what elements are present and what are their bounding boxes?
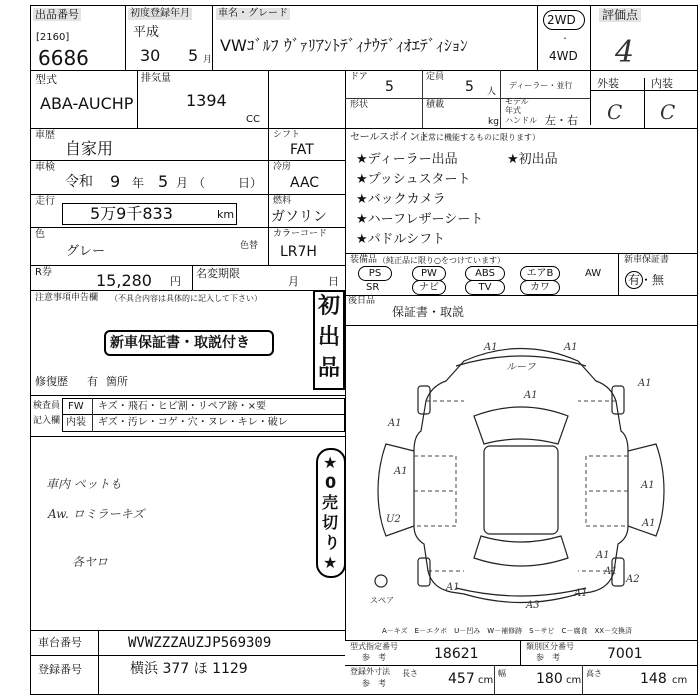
registration-label: 登録番号 bbox=[38, 663, 82, 676]
inspection-paren: （ bbox=[193, 176, 206, 190]
divider bbox=[30, 395, 345, 396]
inspector-row-2-tag: 内装 bbox=[66, 417, 86, 428]
lot-code: [2160] bbox=[36, 32, 70, 43]
warranty-label: 新車保証書 bbox=[624, 255, 670, 265]
score-value: 4 bbox=[615, 35, 635, 70]
color-code-label: カラーコード bbox=[273, 229, 328, 239]
repair-label: 修復歴 bbox=[35, 375, 68, 388]
inspector-row-1: キズ・飛石・ヒビ割・リペア跡・×要 bbox=[98, 401, 266, 412]
handwritten-note-3: 各ヤロ bbox=[72, 555, 109, 569]
doors-value: 5 bbox=[385, 79, 394, 95]
inspection-era: 令和 bbox=[65, 174, 93, 190]
handwritten-note-2: Aw. ロミラーキズ bbox=[48, 507, 145, 521]
car-damage-diagram bbox=[346, 326, 696, 626]
inspection-day: 日） bbox=[238, 176, 263, 190]
divider bbox=[30, 265, 345, 266]
handwritten-note-1: 車内 ペットも bbox=[46, 477, 122, 491]
warranty-stamp-text: 新車保証書・取説付き bbox=[110, 335, 250, 351]
registration-value: 横浜 377 ほ 1129 bbox=[130, 661, 248, 677]
color-label: 色 bbox=[35, 229, 45, 240]
roof-panel bbox=[484, 446, 558, 534]
later-box-value: 保証書・取説 bbox=[392, 305, 465, 319]
mileage-label: 走行 bbox=[35, 196, 55, 207]
category-value: 7001 bbox=[607, 646, 643, 662]
dims-height-value: 148 bbox=[640, 671, 667, 687]
damage-mark: A1 bbox=[604, 566, 618, 577]
repair-unit: 箇所 bbox=[106, 375, 128, 388]
lot-label: 出品番号 bbox=[35, 8, 79, 21]
model-year-label: モデル bbox=[505, 97, 529, 106]
history-value: 自家用 bbox=[65, 139, 114, 158]
dims-label: 登録外寸法 bbox=[350, 667, 390, 676]
sales-point-6: ★パドルシフト bbox=[356, 232, 446, 247]
mileage-unit: km bbox=[217, 208, 235, 221]
sales-points-note: （正常に機能するものに限ります） bbox=[412, 133, 540, 142]
equip-navi: ナビ bbox=[412, 280, 446, 295]
later-box-label: 後日品 bbox=[348, 296, 376, 306]
inspector-row-1-tag: FW bbox=[68, 401, 84, 412]
color-code-value: LR7H bbox=[280, 244, 317, 260]
capacity-value: 5 bbox=[465, 79, 474, 95]
repair-value: 有 bbox=[87, 375, 98, 388]
divider bbox=[345, 295, 697, 296]
damage-mark: A1 bbox=[638, 378, 652, 389]
load-label: 積載 bbox=[426, 100, 445, 110]
first-reg-era: 平成 bbox=[133, 25, 160, 40]
interior-label: 内装 bbox=[651, 77, 673, 90]
outer-border-left bbox=[30, 5, 31, 695]
dims-length-label: 長さ bbox=[402, 669, 418, 678]
divider bbox=[192, 265, 193, 290]
divider bbox=[30, 227, 345, 228]
divider bbox=[537, 5, 538, 70]
first-reg-month: 5 bbox=[188, 46, 199, 65]
divider bbox=[30, 630, 345, 631]
mileage-value: 5万9千833 bbox=[90, 204, 173, 223]
divider bbox=[618, 253, 619, 295]
dims-length-value: 457 bbox=[448, 671, 475, 687]
model-label: 車名・グレード bbox=[218, 8, 288, 19]
doors-label: ドア bbox=[350, 72, 368, 82]
spare-label: スペア bbox=[370, 596, 394, 605]
zero-start-char-4: 切 bbox=[322, 513, 339, 532]
inspector-label-2: 記入欄 bbox=[33, 416, 61, 426]
divider bbox=[345, 665, 697, 666]
divider bbox=[520, 640, 521, 665]
car-outline bbox=[414, 349, 628, 603]
inspection-month: 5 bbox=[158, 172, 169, 191]
divider bbox=[212, 5, 213, 70]
outer-border-bottom bbox=[30, 694, 698, 695]
sales-points-label: セールスポイント bbox=[350, 132, 430, 143]
equip-ps: PS bbox=[358, 266, 392, 281]
divider bbox=[345, 98, 590, 99]
shape-label: 形状 bbox=[350, 100, 369, 110]
recycle-unit: 円 bbox=[170, 275, 181, 288]
damage-mark: A1 bbox=[394, 466, 408, 477]
drive-2wd: 2WD bbox=[547, 13, 576, 27]
chassis-value: WVWZZZAUZJP569309 bbox=[128, 635, 272, 651]
drive-separator: ・ bbox=[561, 34, 569, 43]
drive-4wd: 4WD bbox=[549, 49, 578, 63]
type-value: ABA-AUCHP bbox=[40, 94, 134, 113]
equipment-note: （純正品に限り○をつけています） bbox=[378, 256, 505, 265]
first-reg-label: 初度登録年月 bbox=[130, 8, 190, 19]
equip-abs: ABS bbox=[465, 266, 505, 281]
displacement-label: 排気量 bbox=[141, 73, 171, 84]
damage-mark: A2 bbox=[626, 574, 640, 585]
outer-border-top bbox=[30, 5, 698, 6]
chassis-label: 車台番号 bbox=[38, 636, 82, 649]
displacement-value: 1394 bbox=[186, 91, 227, 110]
name-change-label: 名変期限 bbox=[196, 267, 240, 280]
notes-label: 注意事項申告欄 bbox=[35, 293, 99, 303]
divider bbox=[345, 640, 697, 641]
damage-mark: A3 bbox=[526, 600, 540, 611]
shift-label: シフト bbox=[273, 130, 301, 140]
zero-start-char-6: ★ bbox=[323, 553, 338, 572]
sales-point-4: ★バックカメラ bbox=[356, 192, 446, 207]
equip-airbag: エアB bbox=[520, 266, 560, 281]
name-change-day: 日 bbox=[328, 275, 339, 288]
first-listing-char-2: 出 bbox=[318, 325, 341, 350]
rear-window bbox=[474, 536, 568, 566]
divider bbox=[30, 290, 345, 291]
dims-width-value: 180 bbox=[536, 671, 563, 687]
inspection-year-unit: 年 bbox=[132, 176, 145, 190]
name-change-month: 月 bbox=[288, 275, 299, 288]
equipment-label: 装備品 bbox=[350, 255, 378, 265]
first-reg-month-unit: 月 bbox=[203, 55, 213, 65]
inspection-year: 9 bbox=[110, 172, 121, 191]
divider bbox=[590, 5, 591, 125]
damage-mark: A1 bbox=[641, 480, 655, 491]
divider bbox=[137, 70, 138, 128]
recycle-label: R券 bbox=[35, 267, 52, 278]
capacity-label: 定員 bbox=[426, 72, 445, 82]
equip-leather: カワ bbox=[520, 280, 560, 295]
front-windshield bbox=[474, 407, 568, 444]
damage-mark: A1 bbox=[388, 418, 402, 429]
divider bbox=[30, 160, 345, 161]
dims-width-unit: cm bbox=[566, 675, 582, 686]
damage-mark: A1 bbox=[524, 390, 538, 401]
recycle-value: 15,280 bbox=[96, 271, 152, 290]
dims-length-unit: cm bbox=[478, 675, 494, 686]
damage-mark: A1 bbox=[484, 342, 498, 353]
damage-mark: A1 bbox=[446, 582, 460, 593]
sales-point-2: ★初出品 bbox=[507, 152, 558, 167]
dealer-label: ディーラー・並行 bbox=[509, 81, 573, 90]
damage-legend: A－キズ E－エクボ U－凹み W－補修跡 S－サビ C－腐食 XX－交換済 bbox=[382, 627, 633, 635]
damage-mark: U2 bbox=[386, 514, 401, 525]
damage-mark: A1 bbox=[564, 342, 578, 353]
divider bbox=[494, 665, 495, 694]
type-spec-sub: 参 考 bbox=[362, 653, 386, 662]
lot-number: 6686 bbox=[38, 46, 89, 70]
fuel-value: ガソリン bbox=[271, 209, 327, 225]
handle-label: ハンドル bbox=[505, 116, 537, 125]
shift-value: FAT bbox=[290, 142, 314, 158]
spare-tire bbox=[375, 575, 387, 587]
divider bbox=[30, 436, 345, 437]
inspection-label: 車検 bbox=[35, 162, 55, 173]
zero-start-char-2: 0 bbox=[325, 473, 337, 492]
divider bbox=[268, 70, 269, 128]
load-unit: kg bbox=[488, 117, 499, 127]
equip-sr: SR bbox=[366, 282, 380, 293]
divider bbox=[500, 70, 501, 128]
aircon-value: AAC bbox=[290, 175, 320, 191]
zero-start-char-1: ★ bbox=[323, 453, 338, 472]
category-sub: 参 考 bbox=[536, 653, 560, 662]
rear-bumper bbox=[456, 588, 586, 596]
capacity-unit: 人 bbox=[487, 87, 497, 97]
model-name: VWｺﾞﾙﾌ ｳﾞｧﾘｱﾝﾄﾃﾞｨﾅｳﾃﾞｨｵｴﾃﾞｨｼｮﾝ bbox=[220, 36, 468, 55]
divider bbox=[422, 70, 423, 128]
year-label: 年式 bbox=[505, 106, 521, 115]
divider bbox=[30, 70, 698, 71]
divider bbox=[644, 78, 645, 128]
fuel-label: 燃料 bbox=[273, 196, 292, 206]
inspection-month-unit: 月 bbox=[176, 176, 189, 190]
aircon-label: 冷房 bbox=[273, 162, 292, 172]
notes-note: （不具合内容は具体的に記入して下さい） bbox=[110, 294, 262, 303]
divider bbox=[92, 398, 93, 432]
type-spec-label: 型式指定番号 bbox=[350, 642, 398, 651]
handle-value: 左・右 bbox=[545, 114, 578, 127]
sales-point-1: ★ディーラー出品 bbox=[356, 152, 458, 167]
first-reg-year: 30 bbox=[140, 46, 161, 65]
score-label: 評価点 bbox=[599, 8, 641, 22]
inspector-row-2: ギズ・汚レ・コゲ・穴・ヌレ・キレ・破レ bbox=[98, 417, 288, 428]
color-value: グレー bbox=[66, 244, 106, 259]
zero-start-char-3: 売 bbox=[322, 493, 339, 512]
warranty-value: 有・無 bbox=[628, 273, 665, 287]
type-label: 型式 bbox=[35, 73, 57, 86]
first-listing-char-1: 初 bbox=[318, 294, 341, 319]
dims-width-label: 幅 bbox=[498, 669, 506, 678]
divider bbox=[125, 5, 126, 70]
equip-pw: PW bbox=[412, 266, 446, 281]
sales-point-3: ★プッシュスタート bbox=[356, 172, 471, 187]
equip-aw: AW bbox=[585, 268, 602, 279]
color-change-label: 色替 bbox=[240, 241, 259, 251]
damage-mark: ルーフ bbox=[506, 362, 536, 373]
inspector-label-1: 検査員 bbox=[33, 401, 61, 411]
damage-mark: A1 bbox=[574, 588, 588, 599]
dims-sub: 参 考 bbox=[362, 679, 386, 688]
divider bbox=[98, 630, 99, 694]
divider bbox=[345, 253, 697, 254]
type-spec-value: 18621 bbox=[434, 646, 479, 662]
outer-border-right bbox=[697, 5, 698, 695]
category-label: 類別区分番号 bbox=[526, 642, 574, 651]
history-label: 車歴 bbox=[35, 130, 55, 141]
damage-mark: A1 bbox=[596, 550, 610, 561]
dims-height-unit: cm bbox=[672, 675, 688, 686]
first-listing-char-3: 品 bbox=[318, 356, 341, 381]
sales-point-5: ★ハーフレザーシート bbox=[356, 212, 484, 227]
divider bbox=[30, 655, 345, 656]
damage-mark: A1 bbox=[642, 518, 656, 529]
exterior-value: C bbox=[607, 100, 623, 124]
interior-value: C bbox=[660, 100, 676, 124]
zero-start-char-5: り bbox=[324, 533, 341, 552]
divider bbox=[345, 128, 697, 129]
displacement-unit: CC bbox=[246, 114, 260, 125]
exterior-label: 外装 bbox=[597, 77, 619, 90]
divider bbox=[268, 128, 269, 265]
divider bbox=[582, 665, 583, 694]
divider bbox=[30, 194, 345, 195]
equip-tv: TV bbox=[465, 280, 505, 295]
dims-height-label: 高さ bbox=[586, 669, 602, 678]
